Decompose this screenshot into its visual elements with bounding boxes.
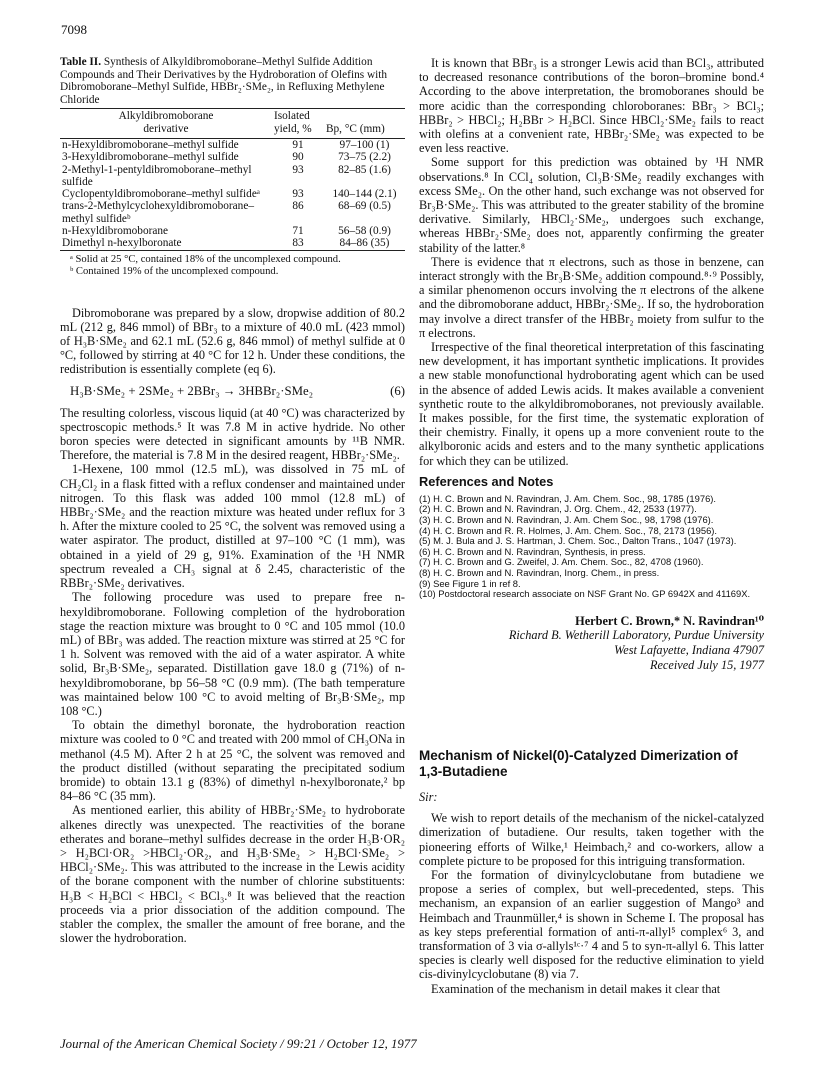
table-cell-derivative: trans-2-Methylcyclohexyldibromoborane–methyl sulfideᵇ <box>62 200 254 225</box>
reference-item: (1) H. C. Brown and N. Ravindran, J. Am. Chem. Soc., 98, 1785 (1976). <box>419 492 717 504</box>
body-paragraph: 1-Hexene, 100 mmol (12.5 mL), was dissolved in 75 mL of CH₂Cl₂ in a flask fitted with a reflux condenser and maintained under nitrogen. To this flask was added 100 mmol (12.8 mL) of HBBr₂·SMe₂ and the reaction mixture was heated under reflux for 3 h. After the mixture cooled to 25 °C, the solvent was removed using a water aspirator. The product, distilled at 97–100 °C (1 mm), was obtained in a yield of 29 g, 91%. Examination of the ¹H NMR spectrum revealed a CH₃ signal at δ 2.45, characteristic of the RBBr₂·SMe₂ derivatives. <box>60 462 405 591</box>
body-paragraph: Examination of the mechanism in detail makes it clear that <box>431 981 721 996</box>
table-cell-yield: 93 <box>292 188 304 201</box>
table-caption-label: Table II. <box>60 56 102 68</box>
data-table <box>60 108 405 250</box>
body-paragraph: It is known that BBr₃ is a stronger Lewis acid than BCl₃, attributed to decreased resonance contributions of the boron–bromine bond.⁴ According to the above interpretation, the bromoboranes should be more acidic than the corresponding chloroboranes: BBr₃ > BCl₃; HBBr₂ > HBCl₂; H₂BBr > H₂BCl. Since HBCl₂·SMe₂ fails to react with olefins at a convenient rate, HBBr₂·SMe₂ was expected to be even less reactive. <box>419 56 764 156</box>
table-cell-bp: 68–69 (0.5) <box>338 200 391 213</box>
table-cell-yield: 83 <box>272 237 324 250</box>
table-cell-bp: 140–144 (2.1) <box>332 188 397 201</box>
reference-item: (2) H. C. Brown and N. Ravindran, J. Org. Chem., 42, 2533 (1977). <box>419 503 697 515</box>
body-paragraph: For the formation of divinylcyclobutane from butadiene we propose a series of complex, but well-precedented, steps. This mechanism, an expansion of an earlier suggestion of Mango³ and Heimbach and Traunmüller,⁴ is shown in Scheme I. The proposal has as key steps preferential formation of anti-π-allyl⁵ complex⁶ 3, and transformation of 3 via σ-allyls¹ᶜ·⁷ 4 and 5 to syn-π-allyl 6. This latter species is clearly well disposed for the reductive elimination to yield cis-divinylcyclobutane (8) via 7. <box>419 868 764 982</box>
salutation: Sir: <box>419 790 438 805</box>
left-column <box>60 56 405 945</box>
table-row <box>60 225 405 237</box>
reference-item: (5) M. J. Bula and J. S. Hartman, J. Chem. Soc., Dalton Trans., 1047 (1973). <box>419 535 737 547</box>
equation-number: (6) <box>390 383 405 398</box>
right-column <box>419 56 764 996</box>
author-city: West Lafayette, Indiana 47907 <box>614 643 764 658</box>
table-row <box>60 237 405 250</box>
table-cell-yield: 93 <box>292 163 304 176</box>
body-paragraph: Some support for this prediction was obtained by ¹H NMR observations.⁸ In CCl₄ solution, Cl₃B·SMe₂ readily exchanges with excess SMe₂. On the other hand, such exchange was not observed for Br₃B·SMe₂. This was attributed to the greater stability of the bromine derivative. Similarly, HBCl₂·SMe₂, undergoes such exchange, whereas HBBr₂·SMe₂ does not, apparently confirming the greater stability of the latter.⁸ <box>419 155 764 255</box>
table-footnote-a: ᵃ Solid at 25 °C, contained 18% of the uncomplexed compound. <box>70 253 341 265</box>
table-body <box>60 138 405 250</box>
body-paragraph: There is evidence that π electrons, such as those in benzene, can interact strongly with the Br₃B·SMe₂ addition compound.⁸·⁹ Possibly, a similar phenomenon occurs involving the π electrons of the alkene and the dibromoborane adduct, HBBr₂·SMe₂. If so, the hydroboration may involve a direct transfer of the HBBr₂ moiety from sulfur to the π electrons. <box>419 254 764 340</box>
table-caption <box>60 56 405 106</box>
table-cell-bp: 97–100 (1) <box>339 138 390 151</box>
table-cell-derivative: n-Hexyldibromoborane <box>62 225 169 238</box>
table-cell-bp: 73–75 (2.2) <box>338 151 391 164</box>
table-row <box>60 151 405 163</box>
reference-item: (8) H. C. Brown and N. Ravindran, Inorg. Chem., in press. <box>419 567 660 579</box>
table-cell-yield: 91 <box>292 138 304 151</box>
body-paragraph: Irrespective of the final theoretical interpretation of this fascinating new development, it has important synthetic implications. It provides a new stable monofunctional hydroborating agent which can be used in the absence of added Lewis acids. It makes available a convenient synthetic route to the alkyldibromoboranes, not previously available. It makes possible, for the first time, the systematic exploration of their chemistry. Finally, it opens up a more convenient route to the alkylboronic acids and esters and to the many synthetic applications for which they can be utilized. <box>419 340 764 468</box>
article-title: Mechanism of Nickel(0)-Catalyzed Dimerization of 1,3-Butadiene <box>419 748 738 780</box>
body-paragraph: The following procedure was used to prepare free n-hexyldibromoborane. Following completion of the hydroboration stage the reaction mixture was brought to 0 °C and 105 mmol (10.0 mL) of BBr₃ was added. The reaction mixture was stirred at 25 °C for 1 h. Solvent was removed with the aid of a water aspirator. A white solid, Br₃B·SMe₂, separated. Distillation gave 18.0 g (71%) of n-hexyldibromoborane, bp 56–58 °C (0.9 mm). (The bath temperature was maintained below 100 °C to avoid melting of Br₃B·SMe₂, mp 108 °C.) <box>60 590 405 718</box>
body-paragraph: As mentioned earlier, this ability of HBBr₂·SMe₂ to hydroborate alkenes directly was unexpected. The reactivities of the borane etherates and borane–methyl sulfides decrease in the order H₃B·OR₂ > H₂BCl·OR₂ >HBCl₂·OR₂, and H₃B·SMe₂ > H₂BCl·SMe₂ > HBCl₂·SMe₂. This was attributed to the increase in the Lewis acidity of the borane component with the number of chlorine substituents: H₃B < H₂BCl < HBCl₂ < BCl₃.⁸ It was believed that the reaction proceeds via a prior dissociation of the addition compound. The stabler the complex, the smaller the amount of free borane, and the slower the hydroboration. <box>60 803 405 946</box>
table-cell-derivative: Dimethyl n-hexylboronate <box>60 237 272 250</box>
body-paragraph: We wish to report details of the mechanism of the nickel-catalyzed dimerization of butadiene. Our results, taken together with the pioneering efforts of Wilke,¹ Heimbach,² and co-workers, allow a complete picture to be proposed for this intriguing transformation. <box>419 811 764 868</box>
table-cell-yield: 86 <box>292 200 304 213</box>
author-block <box>419 614 764 672</box>
table-row <box>60 188 405 200</box>
received-date: Received July 15, 1977 <box>649 657 764 672</box>
table-row <box>60 138 405 151</box>
equation <box>70 384 405 399</box>
table-cell-yield: 90 <box>292 151 304 164</box>
table-cell-derivative: Cyclopentyldibromoborane–methyl sulfideᵃ <box>62 188 260 201</box>
table-row <box>60 200 405 225</box>
table-caption-text: Synthesis of Alkyldibromoborane–Methyl Sulfide Addition Compounds and Their Derivatives by the Hydroboration of Olefins with Dibromoborane–Methyl Sulfide, HBBr₂·SMe₂, in Refluxing Methylene Chloride <box>60 56 388 106</box>
table-cell-derivative: 3-Hexyldibromoborane–methyl sulfide <box>62 151 239 164</box>
table-footnotes <box>60 254 405 278</box>
reference-item: (9) See Figure 1 in ref 8. <box>419 577 521 589</box>
author-lab: Richard B. Wetherill Laboratory, Purdue University <box>508 628 764 643</box>
references-list <box>419 494 764 600</box>
equation-text: H₃B·SMe₂ + 2SMe₂ + 2BBr₃ → 3HBBr₂·SMe₂ <box>70 383 314 398</box>
table-cell-derivative: n-Hexyldibromoborane–methyl sulfide <box>62 138 239 151</box>
body-paragraph: To obtain the dimethyl boronate, the hydroboration reaction mixture was cooled to 0 °C and treated with 200 mmol of CH₃ONa in methanol (4.5 M). After 2 h at 25 °C, the solvent was removed and the product distilled (without separating the precipitated sodium bromide) to obtain 13.1 g (83%) of dimethyl n-hexylboronate,² bp 84–86 °C (35 mm). <box>60 718 405 804</box>
page-number: 7098 <box>61 22 87 37</box>
table-cell-yield: 71 <box>292 225 304 238</box>
table-cell-bp: 84–86 (35) <box>324 237 405 250</box>
table-cell-derivative: 2-Methyl-1-pentyldibromoborane–methyl sulfide <box>62 163 252 188</box>
table-footnote-b: ᵇ Contained 19% of the uncomplexed compound. <box>70 265 279 277</box>
table-cell-bp: 82–85 (1.6) <box>338 163 391 176</box>
reference-item: (6) H. C. Brown and N. Ravindran, Synthesis, in press. <box>419 545 646 557</box>
reference-item: (4) H. C. Brown and R. R. Holmes, J. Am. Chem. Soc., 78, 2173 (1956). <box>419 524 718 536</box>
journal-footer: Journal of the American Chemical Society / 99:21 / October 12, 1977 <box>60 1037 417 1051</box>
reference-item: (10) Postdoctoral research associate on NSF Grant No. GP 6942X and 41169X. <box>419 588 751 600</box>
body-paragraph: The resulting colorless, viscous liquid (at 40 °C) was characterized by spectroscopic methods.⁵ It was 7.8 M in active hydride. No other boron species were detected in significant amounts by ¹¹B NMR. Therefore, the material is 7.8 M in the desired reagent, HBBr₂·SMe₂. <box>60 405 405 463</box>
reference-item: (7) H. C. Brown and G. Zweifel, J. Am. Chem. Soc., 82, 4708 (1960). <box>419 556 704 568</box>
table-cell-bp: 56–58 (0.9) <box>338 225 391 238</box>
table-header-derivative: Alkyldibromoborane derivative <box>60 109 272 136</box>
table-header-yield: Isolated yield, % <box>272 109 324 136</box>
references-heading: References and Notes <box>419 473 554 489</box>
table-row <box>60 164 405 189</box>
table-header-bp: Bp, °C (mm) <box>324 109 405 136</box>
author-names: Herbert C. Brown,* N. Ravindran¹⁰ <box>575 613 764 628</box>
reference-item: (3) H. C. Brown and N. Ravindran, J. Am. Chem Soc., 98, 1798 (1976). <box>419 514 714 526</box>
body-paragraph: Dibromoborane was prepared by a slow, dropwise addition of 80.2 mL (212 g, 846 mmol) of BBr₃ to a mixture of 40.0 mL (423 mmol) of H₃B·SMe₂ and 62.1 mL (52.6 g, 846 mmol) of methyl sulfide at 0 °C, followed by stirring at 40 °C for 12 h. Under these conditions, the redistribution is essentially complete (eq 6). <box>60 305 405 377</box>
